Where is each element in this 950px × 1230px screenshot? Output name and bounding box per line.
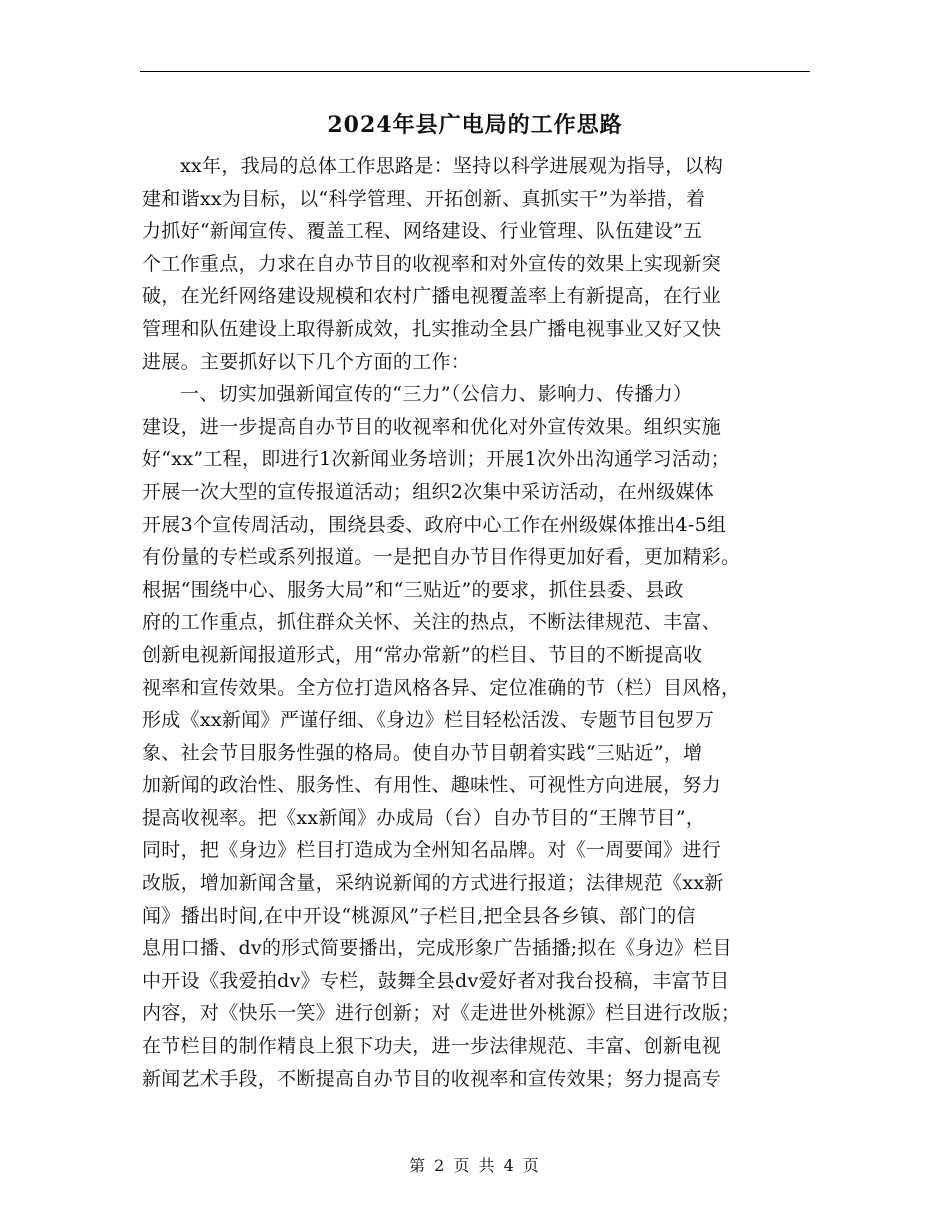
body-line: 力抓好“新闻宣传、覆盖工程、网络建设、行业管理、队伍建设”五 (142, 220, 703, 243)
body-line: 改版，增加新闻含量，采纳说新闻的方式进行报道；法律规范《xx新 (142, 872, 724, 895)
body-line: 好“xx”工程，即进行1次新闻业务培训；开展1次外出沟通学习活动； (142, 448, 730, 471)
body-line: 根据“围绕中心、服务大局”和“三贴近”的要求，抓住县委、县政 (142, 578, 684, 601)
body-line: 息用口播、dv的形式简要播出，完成形象广告插播;拟在《身边》栏目 (142, 937, 732, 960)
body-line: 府的工作重点，抓住群众关怀、关注的热点，不断法律规范、丰富、 (142, 611, 722, 634)
body-line: 有份量的专栏或系列报道。一是把自办节目作得更加好看，更加精彩。 (142, 546, 741, 569)
body-line: 内容，对《快乐一笑》进行创新；对《走进世外桃源》栏目进行改版； (142, 1002, 741, 1025)
body-line: 形成《xx新闻》严谨仔细、《身边》栏目轻松活泼、专题节目包罗万 (142, 709, 715, 732)
body-line: 中开设《我爱拍dv》专栏，鼓舞全县dv爱好者对我台投稿，丰富节目 (142, 969, 730, 992)
body-line: 开展一次大型的宣传报道活动；组织2次集中采访活动，在州级媒体 (142, 480, 715, 503)
document-body (142, 150, 822, 1095)
body-line: 新闻艺术手段，不断提高自办节目的收视率和宣传效果；努力提高专 (142, 1067, 722, 1090)
header-rule (140, 71, 810, 72)
body-line: 一、切实加强新闻宣传的“三力”（公信力、影响力、传播力） (180, 383, 693, 406)
body-line: 在节栏目的制作精良上狠下功夫，进一步法律规范、丰富、创新电视 (142, 1035, 722, 1058)
body-line: 同时，把《身边》栏目打造成为全州知名品牌。对《一周要闻》进行 (142, 839, 722, 862)
body-line: 破，在光纤网络建设规模和农村广播电视覆盖率上有新提高，在行业 (142, 285, 722, 308)
body-line: 闻》播出时间,在中开设“桃源风”子栏目,把全县各乡镇、部门的信 (142, 904, 696, 927)
body-line: 创新电视新闻报道形式，用“常办常新”的栏目、节目的不断提高收 (142, 643, 703, 666)
body-line: xx年，我局的总体工作思路是：坚持以科学进展观为指导，以构 (180, 155, 724, 177)
body-line: 提高收视率。把《xx新闻》办成局（台）自办节目的“王牌节目”， (142, 806, 706, 829)
body-line: 视率和宣传效果。全方位打造风格各异、定位准确的节（栏）目风格， (142, 676, 741, 699)
page-footer: 第 2 页 共 4 页 (409, 1156, 541, 1175)
body-line: 管理和队伍建设上取得新成效，扎实推动全县广播电视事业又好又快 (142, 317, 722, 340)
body-line: 建设，进一步提高自办节目的收视率和优化对外宣传效果。组织实施 (142, 415, 722, 438)
body-line: 建和谐xx为目标，以“科学管理、开拓创新、真抓实干”为举措，着 (142, 187, 706, 210)
document-title: 2024年县广电局的工作思路 (327, 112, 623, 138)
body-line: 开展3个宣传周活动，围绕县委、政府中心工作在州级媒体推出4-5组 (142, 513, 727, 536)
body-line: 个工作重点，力求在自办节目的收视率和对外宣传的效果上实现新突 (142, 252, 722, 275)
body-line: 加新闻的政治性、服务性、有用性、趣味性、可视性方向进展，努力 (142, 774, 722, 797)
body-line: 进展。主要抓好以下几个方面的工作： (142, 350, 471, 373)
body-line: 象、社会节目服务性强的格局。使自办节目朝着实践“三贴近”，增 (142, 741, 703, 764)
